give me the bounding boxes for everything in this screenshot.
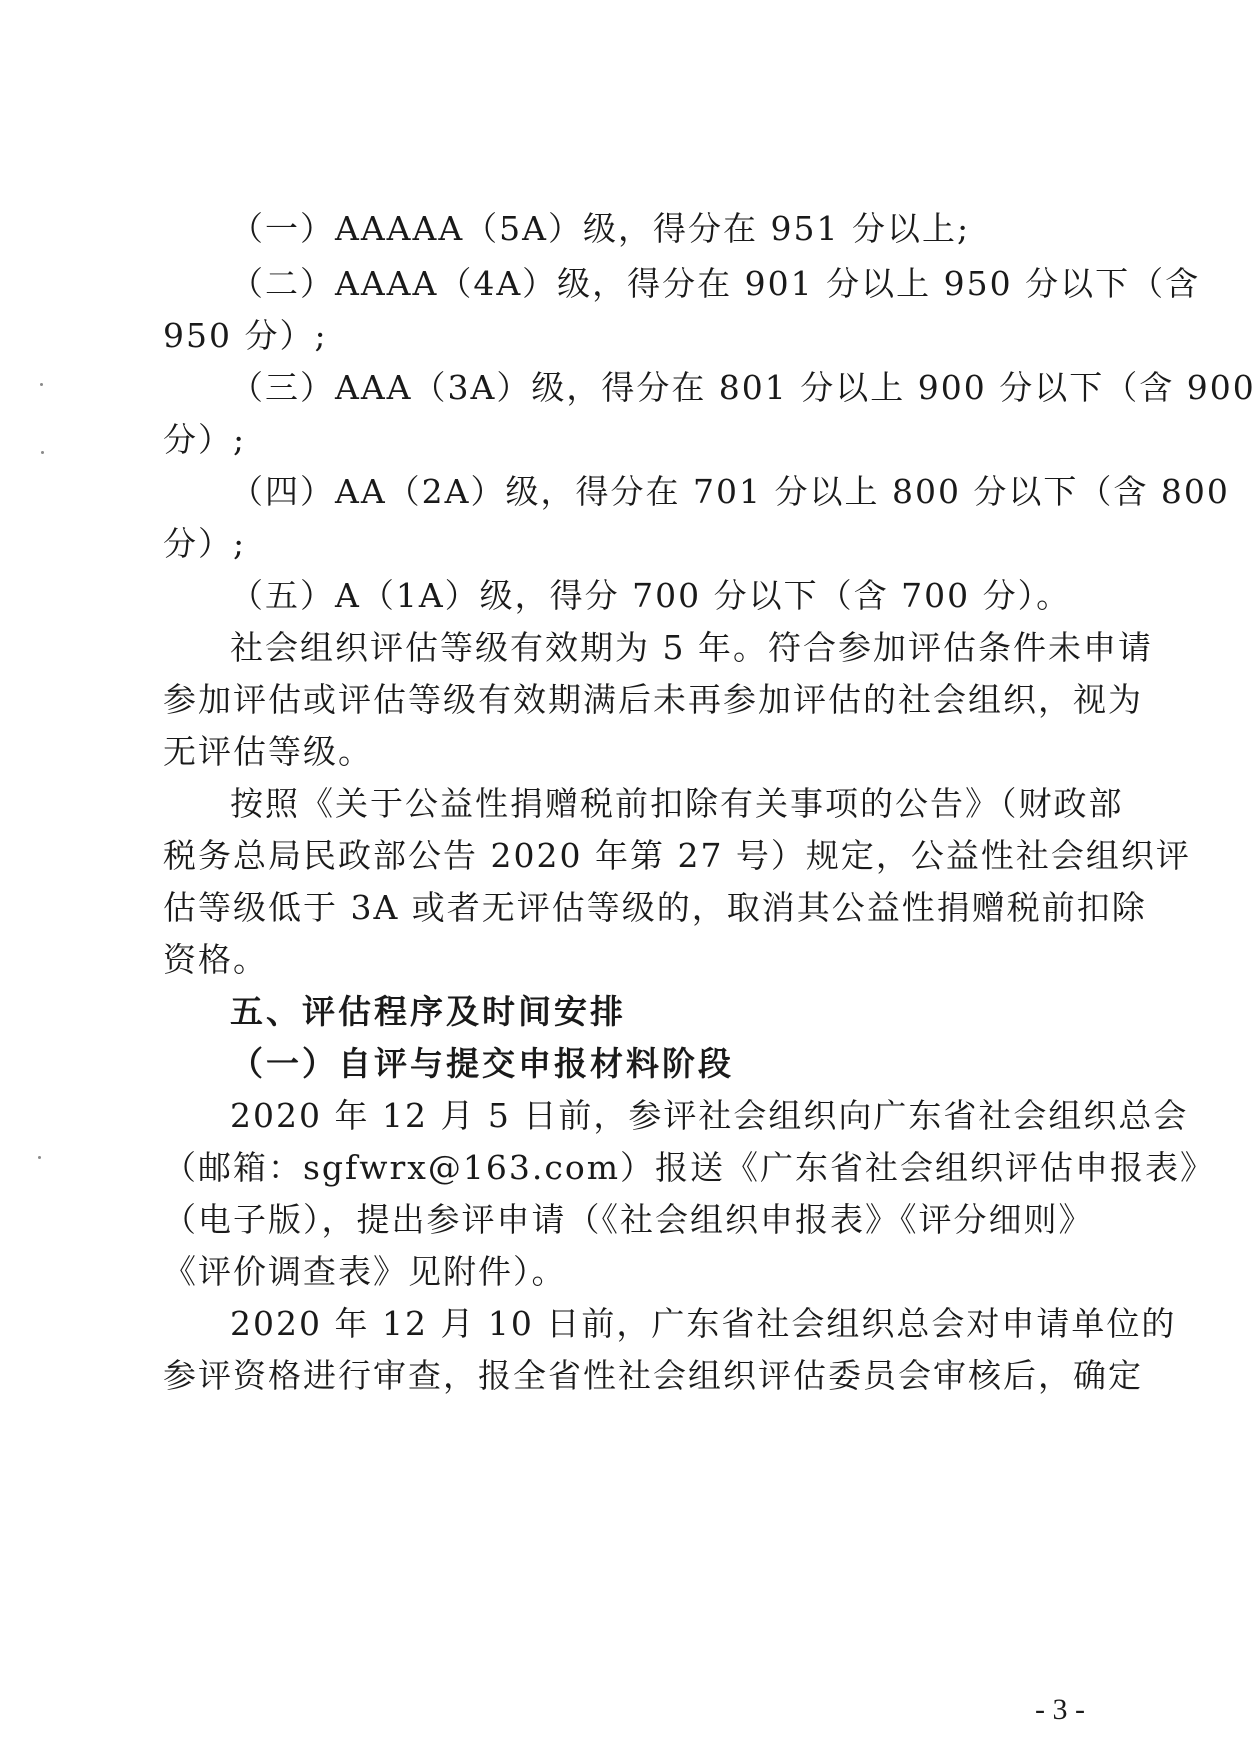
review-paragraph-line-1: 2020 年 12 月 10 日前，广东省社会组织总会对申请单位的: [230, 1304, 1177, 1343]
grade-4a-line: （二）AAAA（4A）级，得分在 901 分以上 950 分以下（含: [230, 264, 1201, 303]
submission-paragraph-line-1: 2020 年 12 月 5 日前，参评社会组织向广东省社会组织总会: [230, 1096, 1189, 1135]
section-heading: 五、评估程序及时间安排: [230, 992, 626, 1031]
tax-paragraph-line-4: 资格。: [163, 940, 268, 979]
tax-paragraph-line-2: 税务总局民政部公告 2020 年第 27 号）规定，公益性社会组织评: [163, 836, 1191, 875]
scan-speck: [40, 383, 43, 386]
grade-2a-line: （四）AA（2A）级，得分在 701 分以上 800 分以下（含 800: [230, 472, 1230, 511]
scan-speck: [41, 451, 44, 454]
submission-paragraph-line-3: （电子版），提出参评申请（《社会组织申报表》《评分细则》: [163, 1200, 1094, 1239]
subsection-heading: （一）自评与提交申报材料阶段: [230, 1044, 734, 1083]
grade-3a-line-cont: 分）;: [163, 420, 247, 459]
grade-2a-line-cont: 分）;: [163, 524, 247, 563]
submission-paragraph-line-4: 《评价调查表》见附件）。: [163, 1252, 567, 1291]
validity-paragraph-line-2: 参加评估或评估等级有效期满后未再参加评估的社会组织，视为: [163, 680, 1143, 719]
tax-paragraph-line-1: 按照《关于公益性捐赠税前扣除有关事项的公告》（财政部: [230, 784, 1124, 823]
validity-paragraph-line-1: 社会组织评估等级有效期为 5 年。符合参加评估条件未申请: [230, 628, 1153, 667]
review-paragraph-line-2: 参评资格进行审查，报全省性社会组织评估委员会审核后，确定: [163, 1356, 1143, 1395]
page-number: - 3 -: [1035, 1693, 1085, 1726]
submission-paragraph-line-2: （邮箱：sgfwrx@163.com）报送《广东省社会组织评估申报表》: [163, 1148, 1216, 1187]
grade-3a-line: （三）AAA（3A）级，得分在 801 分以上 900 分以下（含 900: [230, 368, 1256, 407]
tax-paragraph-line-3: 估等级低于 3A 或者无评估等级的，取消其公益性捐赠税前扣除: [163, 888, 1147, 927]
validity-paragraph-line-3: 无评估等级。: [163, 732, 373, 771]
grade-1a-line: （五）A（1A）级，得分 700 分以下（含 700 分）。: [230, 576, 1072, 615]
grade-4a-line-cont: 950 分）;: [163, 316, 328, 355]
grade-5a-line: （一）AAAAA（5A）级，得分在 951 分以上;: [230, 209, 971, 248]
scan-speck: [38, 1156, 41, 1159]
